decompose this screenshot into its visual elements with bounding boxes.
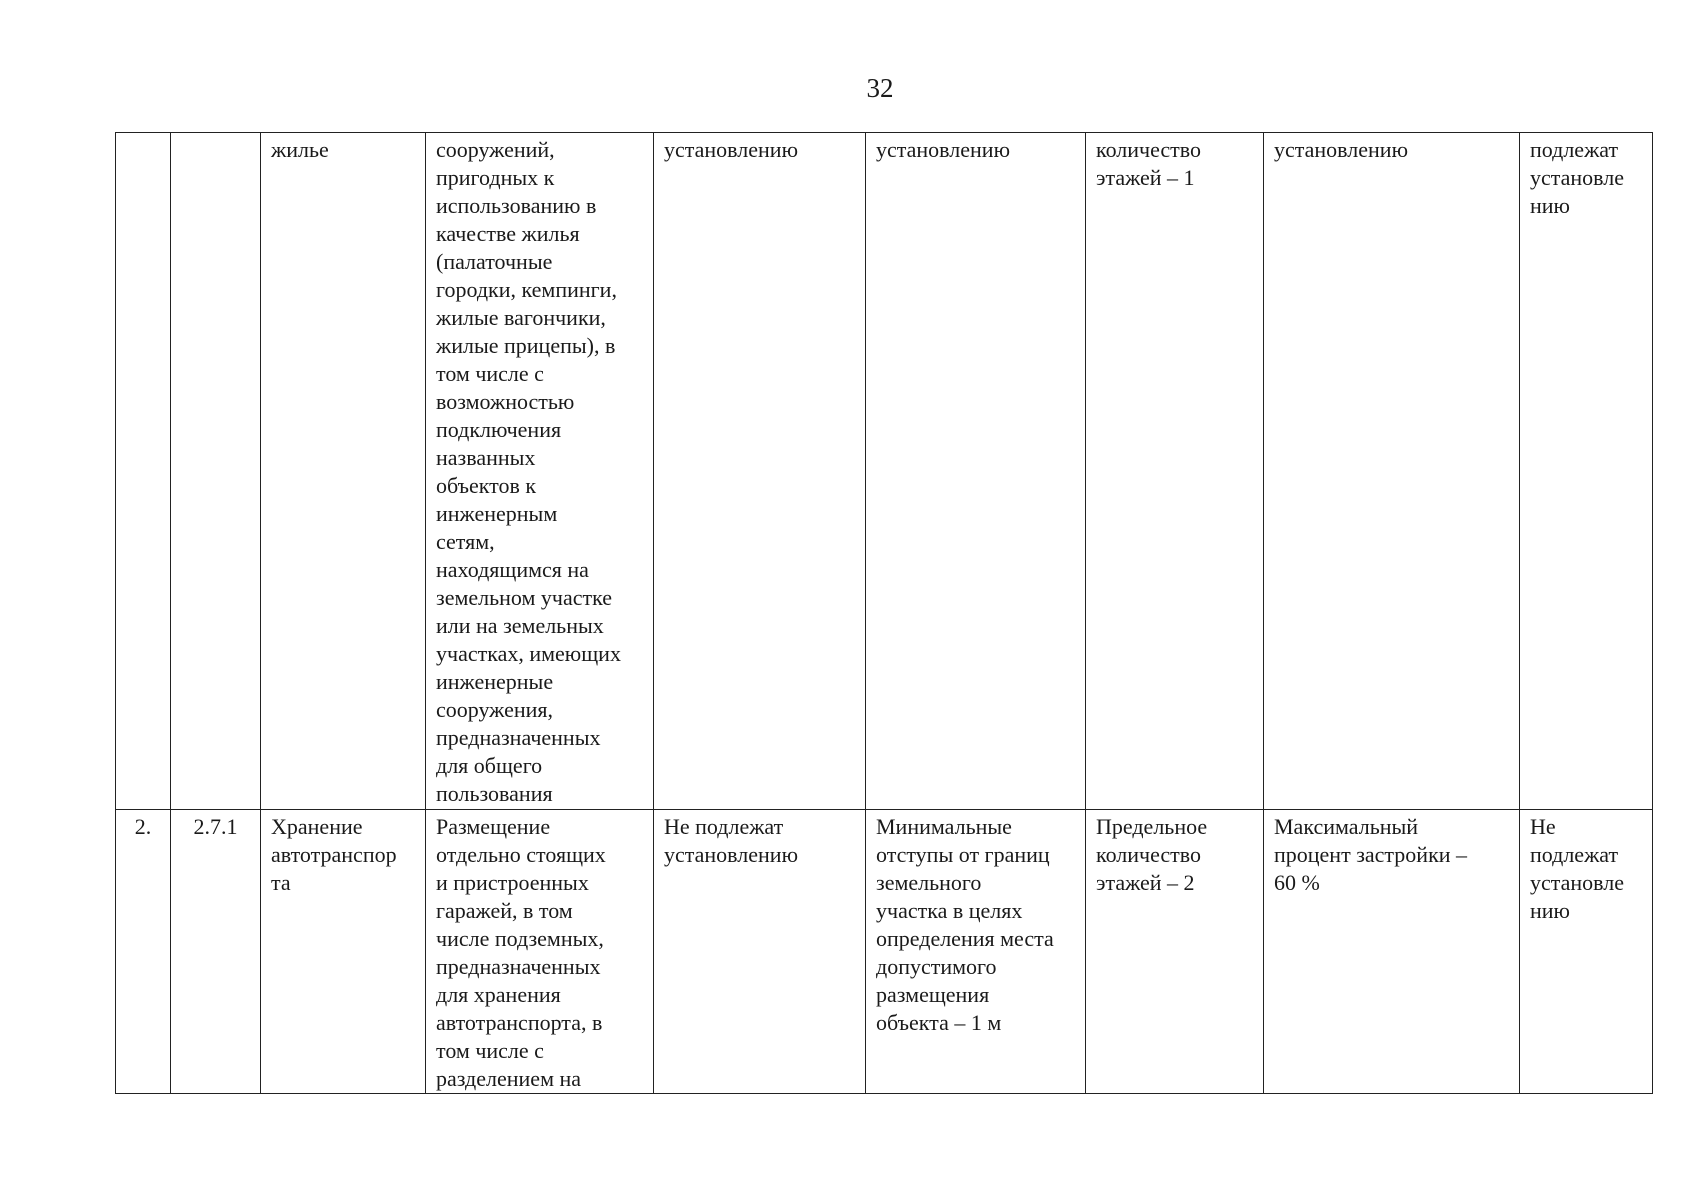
row-number-cell — [116, 133, 171, 810]
table-row — [116, 133, 1653, 810]
floors-cell — [1086, 810, 1264, 1094]
coverage-cell — [1264, 133, 1520, 810]
row-number: 2. — [134, 814, 152, 839]
page-number: 32 — [866, 73, 894, 103]
coverage-text: Максимальный процент застройки – 60 % — [1274, 814, 1468, 895]
other-limits-text: подлежат установле нию — [1530, 137, 1625, 218]
floors-text: количество этажей – 1 — [1096, 137, 1202, 190]
use-name-cell — [261, 133, 426, 810]
zoning-regulations-table — [115, 132, 1653, 1094]
setback-text: Минимальные отступы от границ земельного участка в целях определения места допустимого размещения объекта – 1 м — [876, 814, 1054, 1035]
floors-text: Предельное количество этажей – 2 — [1096, 814, 1208, 895]
coverage-text: установлению — [1274, 137, 1409, 162]
code-cell — [171, 133, 261, 810]
plot-size-text: Не подлежат установлению — [664, 814, 799, 867]
table-row — [116, 810, 1653, 1094]
coverage-cell — [1264, 810, 1520, 1094]
setback-cell — [866, 810, 1086, 1094]
other-limits-text: Не подлежат установле нию — [1530, 814, 1625, 923]
use-name: Хранение автотранспор та — [271, 814, 397, 895]
other-limits-cell — [1520, 133, 1653, 810]
use-description: Размещение отдельно стоящих и пристроенных гаражей, в том числе подземных, предназначенных для хранения автотранспорта, в том числе с разделением на — [436, 814, 606, 1091]
row-number-cell — [116, 810, 171, 1094]
use-code: 2.7.1 — [193, 814, 238, 839]
description-cell — [426, 810, 654, 1094]
setback-cell — [866, 133, 1086, 810]
floors-cell — [1086, 133, 1264, 810]
use-description: сооружений, пригодных к использованию в качестве жилья (палаточные городки, кемпинги, жилые вагончики, жилые прицепы), в том числе с возможностью подключения названных объектов к инженерным сетям, находящимся на земельном участке или на земельных участках, имеющих инженерные сооружения, предназначенных для общего пользования — [436, 137, 621, 806]
plot-size-cell — [654, 810, 866, 1094]
other-limits-cell — [1520, 810, 1653, 1094]
plot-size-text: установлению — [664, 137, 799, 162]
setback-text: установлению — [876, 137, 1011, 162]
description-cell — [426, 133, 654, 810]
plot-size-cell — [654, 133, 866, 810]
use-name: жилье — [271, 137, 329, 162]
use-name-cell — [261, 810, 426, 1094]
code-cell — [171, 810, 261, 1094]
